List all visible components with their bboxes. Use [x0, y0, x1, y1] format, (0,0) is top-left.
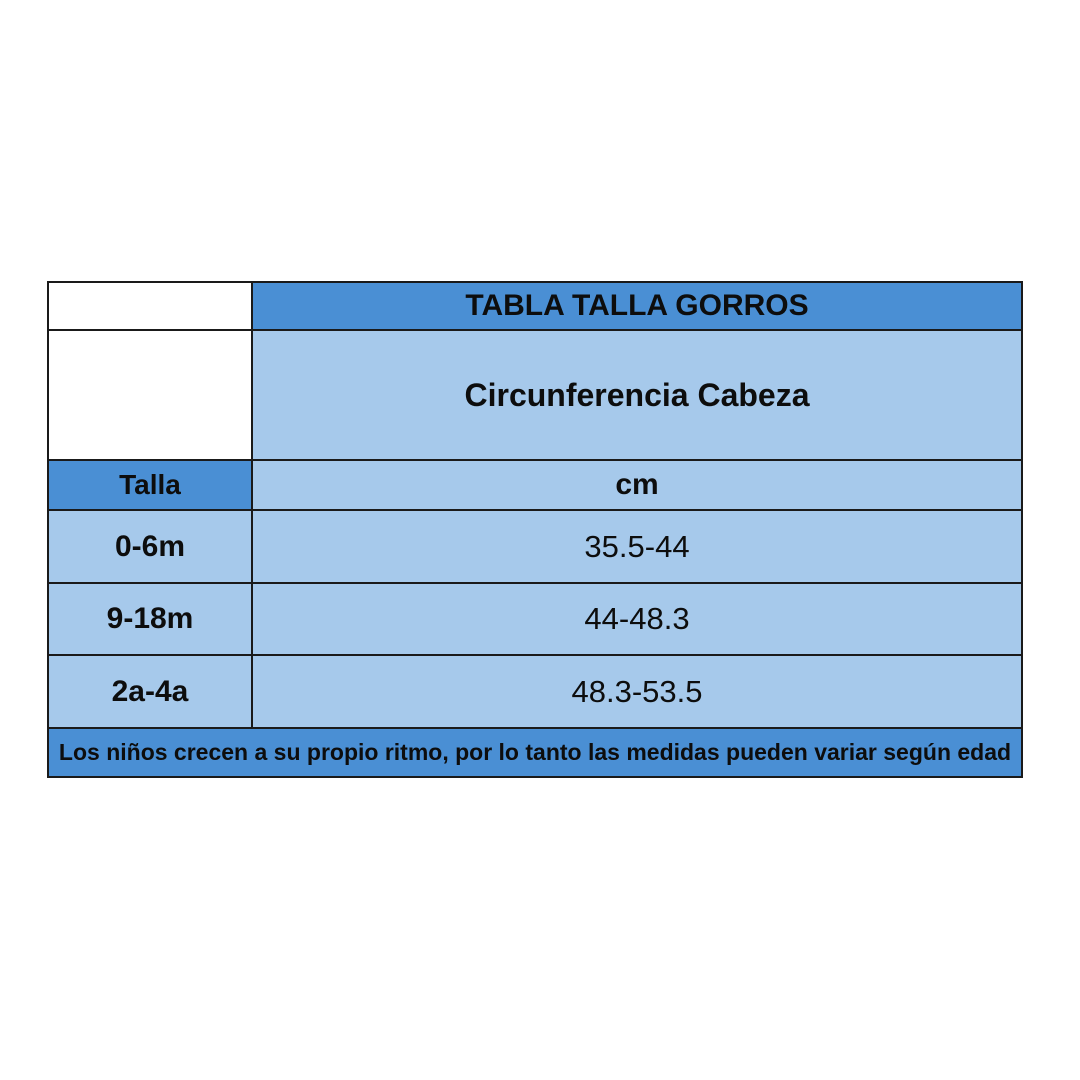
- column-header-talla: Talla: [48, 460, 252, 510]
- empty-spacer-cell: [48, 330, 252, 460]
- footnote-text: Los niños crecen a su propio ritmo, por lo tanto las medidas pueden variar según edad: [48, 728, 1022, 777]
- size-value-9-18m: 44-48.3: [252, 583, 1022, 655]
- table-footnote-row: [48, 728, 1022, 777]
- table-header-row: [48, 460, 1022, 510]
- column-header-cm: cm: [252, 460, 1022, 510]
- size-label-2a-4a: 2a-4a: [48, 655, 252, 728]
- table-row: [48, 510, 1022, 583]
- empty-spacer-cell: [48, 282, 252, 330]
- table-row: [48, 583, 1022, 655]
- size-value-0-6m: 35.5-44: [252, 510, 1022, 583]
- table-row: [48, 330, 1022, 460]
- size-label-9-18m: 9-18m: [48, 583, 252, 655]
- size-value-2a-4a: 48.3-53.5: [252, 655, 1022, 728]
- table-row: [48, 655, 1022, 728]
- table-title: TABLA TALLA GORROS: [252, 282, 1022, 330]
- table-row: [48, 282, 1022, 330]
- table-subtitle-circunferencia: Circunferencia Cabeza: [252, 330, 1022, 460]
- size-table: [47, 281, 1023, 778]
- size-label-0-6m: 0-6m: [48, 510, 252, 583]
